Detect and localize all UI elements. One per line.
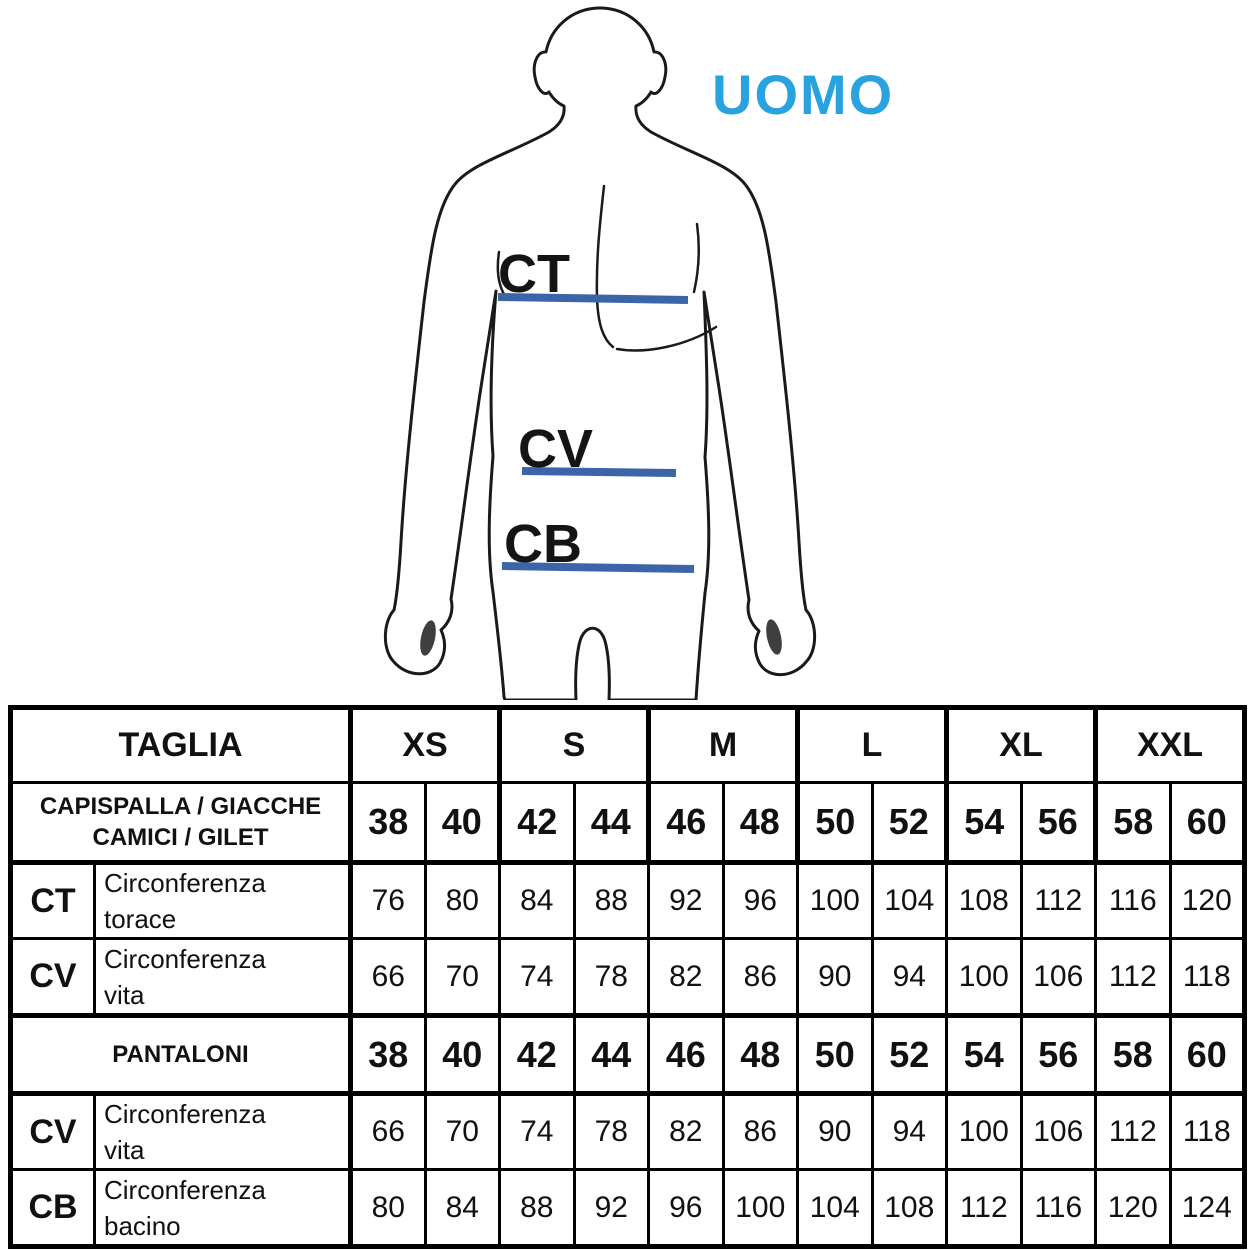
size-number: 60: [1170, 1016, 1245, 1094]
measure-value: 112: [947, 1170, 1022, 1247]
size-number: 52: [872, 1016, 947, 1094]
size-header-xs: XS: [351, 708, 500, 783]
measure-value: 106: [1021, 939, 1096, 1016]
cv-pantaloni-row: [11, 1094, 1245, 1170]
measure-value: 94: [872, 939, 947, 1016]
measure-value: 118: [1170, 939, 1245, 1016]
measure-code: CT: [11, 863, 95, 939]
measure-value: 100: [947, 1094, 1022, 1170]
measure-value: 120: [1096, 1170, 1171, 1247]
measure-value: 100: [798, 863, 873, 939]
measure-value: 86: [723, 939, 798, 1016]
measure-value: 108: [872, 1170, 947, 1247]
header-row: [11, 708, 1245, 783]
capispalla-section-label: [11, 783, 351, 863]
measure-value: 74: [500, 939, 575, 1016]
measure-code: CV: [11, 1094, 95, 1170]
measure-value: 100: [723, 1170, 798, 1247]
measure-value: 88: [574, 863, 649, 939]
measure-value: 76: [351, 863, 426, 939]
pantaloni-size-row: [11, 1016, 1245, 1094]
measure-value: 106: [1021, 1094, 1096, 1170]
cv-row: [11, 939, 1245, 1016]
size-number: 56: [1021, 783, 1096, 863]
capispalla-size-row: [11, 783, 1245, 863]
measure-value: 112: [1096, 1094, 1171, 1170]
measure-value: 116: [1096, 863, 1171, 939]
measure-code: CB: [11, 1170, 95, 1247]
measure-value: 124: [1170, 1170, 1245, 1247]
measure-value: 74: [500, 1094, 575, 1170]
measure-value: 90: [798, 1094, 873, 1170]
waist-label: CV: [518, 419, 594, 479]
size-number: 58: [1096, 1016, 1171, 1094]
measure-value: 96: [649, 1170, 724, 1247]
measure-value: 104: [872, 863, 947, 939]
size-table: [8, 705, 1247, 1249]
measure-value: 82: [649, 1094, 724, 1170]
size-header-s: S: [500, 708, 649, 783]
measure-value: 82: [649, 939, 724, 1016]
size-number: 40: [425, 1016, 500, 1094]
measure-value: 112: [1096, 939, 1171, 1016]
figure-title: UOMO: [712, 63, 895, 126]
capispalla-line1: CAPISPALLA / GIACCHE: [39, 793, 322, 820]
measure-value: 66: [351, 939, 426, 1016]
measure-value: 92: [649, 863, 724, 939]
measure-value: 84: [500, 863, 575, 939]
hip-label: CB: [504, 514, 582, 574]
size-number: 46: [649, 1016, 724, 1094]
size-header-l: L: [798, 708, 947, 783]
size-number: 56: [1021, 1016, 1096, 1094]
size-number: 42: [500, 783, 575, 863]
measure-value: 118: [1170, 1094, 1245, 1170]
measure-description: Circonferenza vita: [95, 939, 351, 1016]
measure-value: 94: [872, 1094, 947, 1170]
measure-description: Circonferenza vita: [95, 1094, 351, 1170]
measure-value: 104: [798, 1170, 873, 1247]
size-number: 38: [351, 783, 426, 863]
chest-label: CT: [498, 244, 570, 304]
capispalla-line2: CAMICI / GILET: [92, 824, 269, 851]
measure-value: 80: [425, 863, 500, 939]
measure-value: 70: [425, 1094, 500, 1170]
measure-value: 84: [425, 1170, 500, 1247]
measure-value: 86: [723, 1094, 798, 1170]
size-header-xl: XL: [947, 708, 1096, 783]
size-number: 40: [425, 783, 500, 863]
measure-code: CV: [11, 939, 95, 1016]
measure-value: 90: [798, 939, 873, 1016]
measure-value: 70: [425, 939, 500, 1016]
measure-description: Circonferenza bacino: [95, 1170, 351, 1247]
size-number: 54: [947, 783, 1022, 863]
size-number: 46: [649, 783, 724, 863]
pantaloni-section-label: PANTALONI: [11, 1016, 351, 1094]
measure-value: 88: [500, 1170, 575, 1247]
measure-value: 80: [351, 1170, 426, 1247]
size-number: 52: [872, 783, 947, 863]
size-number: 50: [798, 783, 873, 863]
size-number: 44: [574, 783, 649, 863]
size-number: 54: [947, 1016, 1022, 1094]
size-number: 50: [798, 1016, 873, 1094]
measure-value: 78: [574, 939, 649, 1016]
measure-description: Circonferenza torace: [95, 863, 351, 939]
size-number: 44: [574, 1016, 649, 1094]
ct-row: [11, 863, 1245, 939]
measure-value: 116: [1021, 1170, 1096, 1247]
measure-value: 108: [947, 863, 1022, 939]
measure-value: 100: [947, 939, 1022, 1016]
measure-value: 78: [574, 1094, 649, 1170]
taglia-header: TAGLIA: [11, 708, 351, 783]
size-number: 38: [351, 1016, 426, 1094]
size-number: 60: [1170, 783, 1245, 863]
size-header-xxl: XXL: [1096, 708, 1245, 783]
measure-value: 66: [351, 1094, 426, 1170]
measure-value: 92: [574, 1170, 649, 1247]
size-header-m: M: [649, 708, 798, 783]
measure-value: 112: [1021, 863, 1096, 939]
size-number: 48: [723, 783, 798, 863]
cb-row: [11, 1170, 1245, 1247]
size-number: 42: [500, 1016, 575, 1094]
measure-value: 120: [1170, 863, 1245, 939]
measure-value: 96: [723, 863, 798, 939]
size-number: 58: [1096, 783, 1171, 863]
size-number: 48: [723, 1016, 798, 1094]
